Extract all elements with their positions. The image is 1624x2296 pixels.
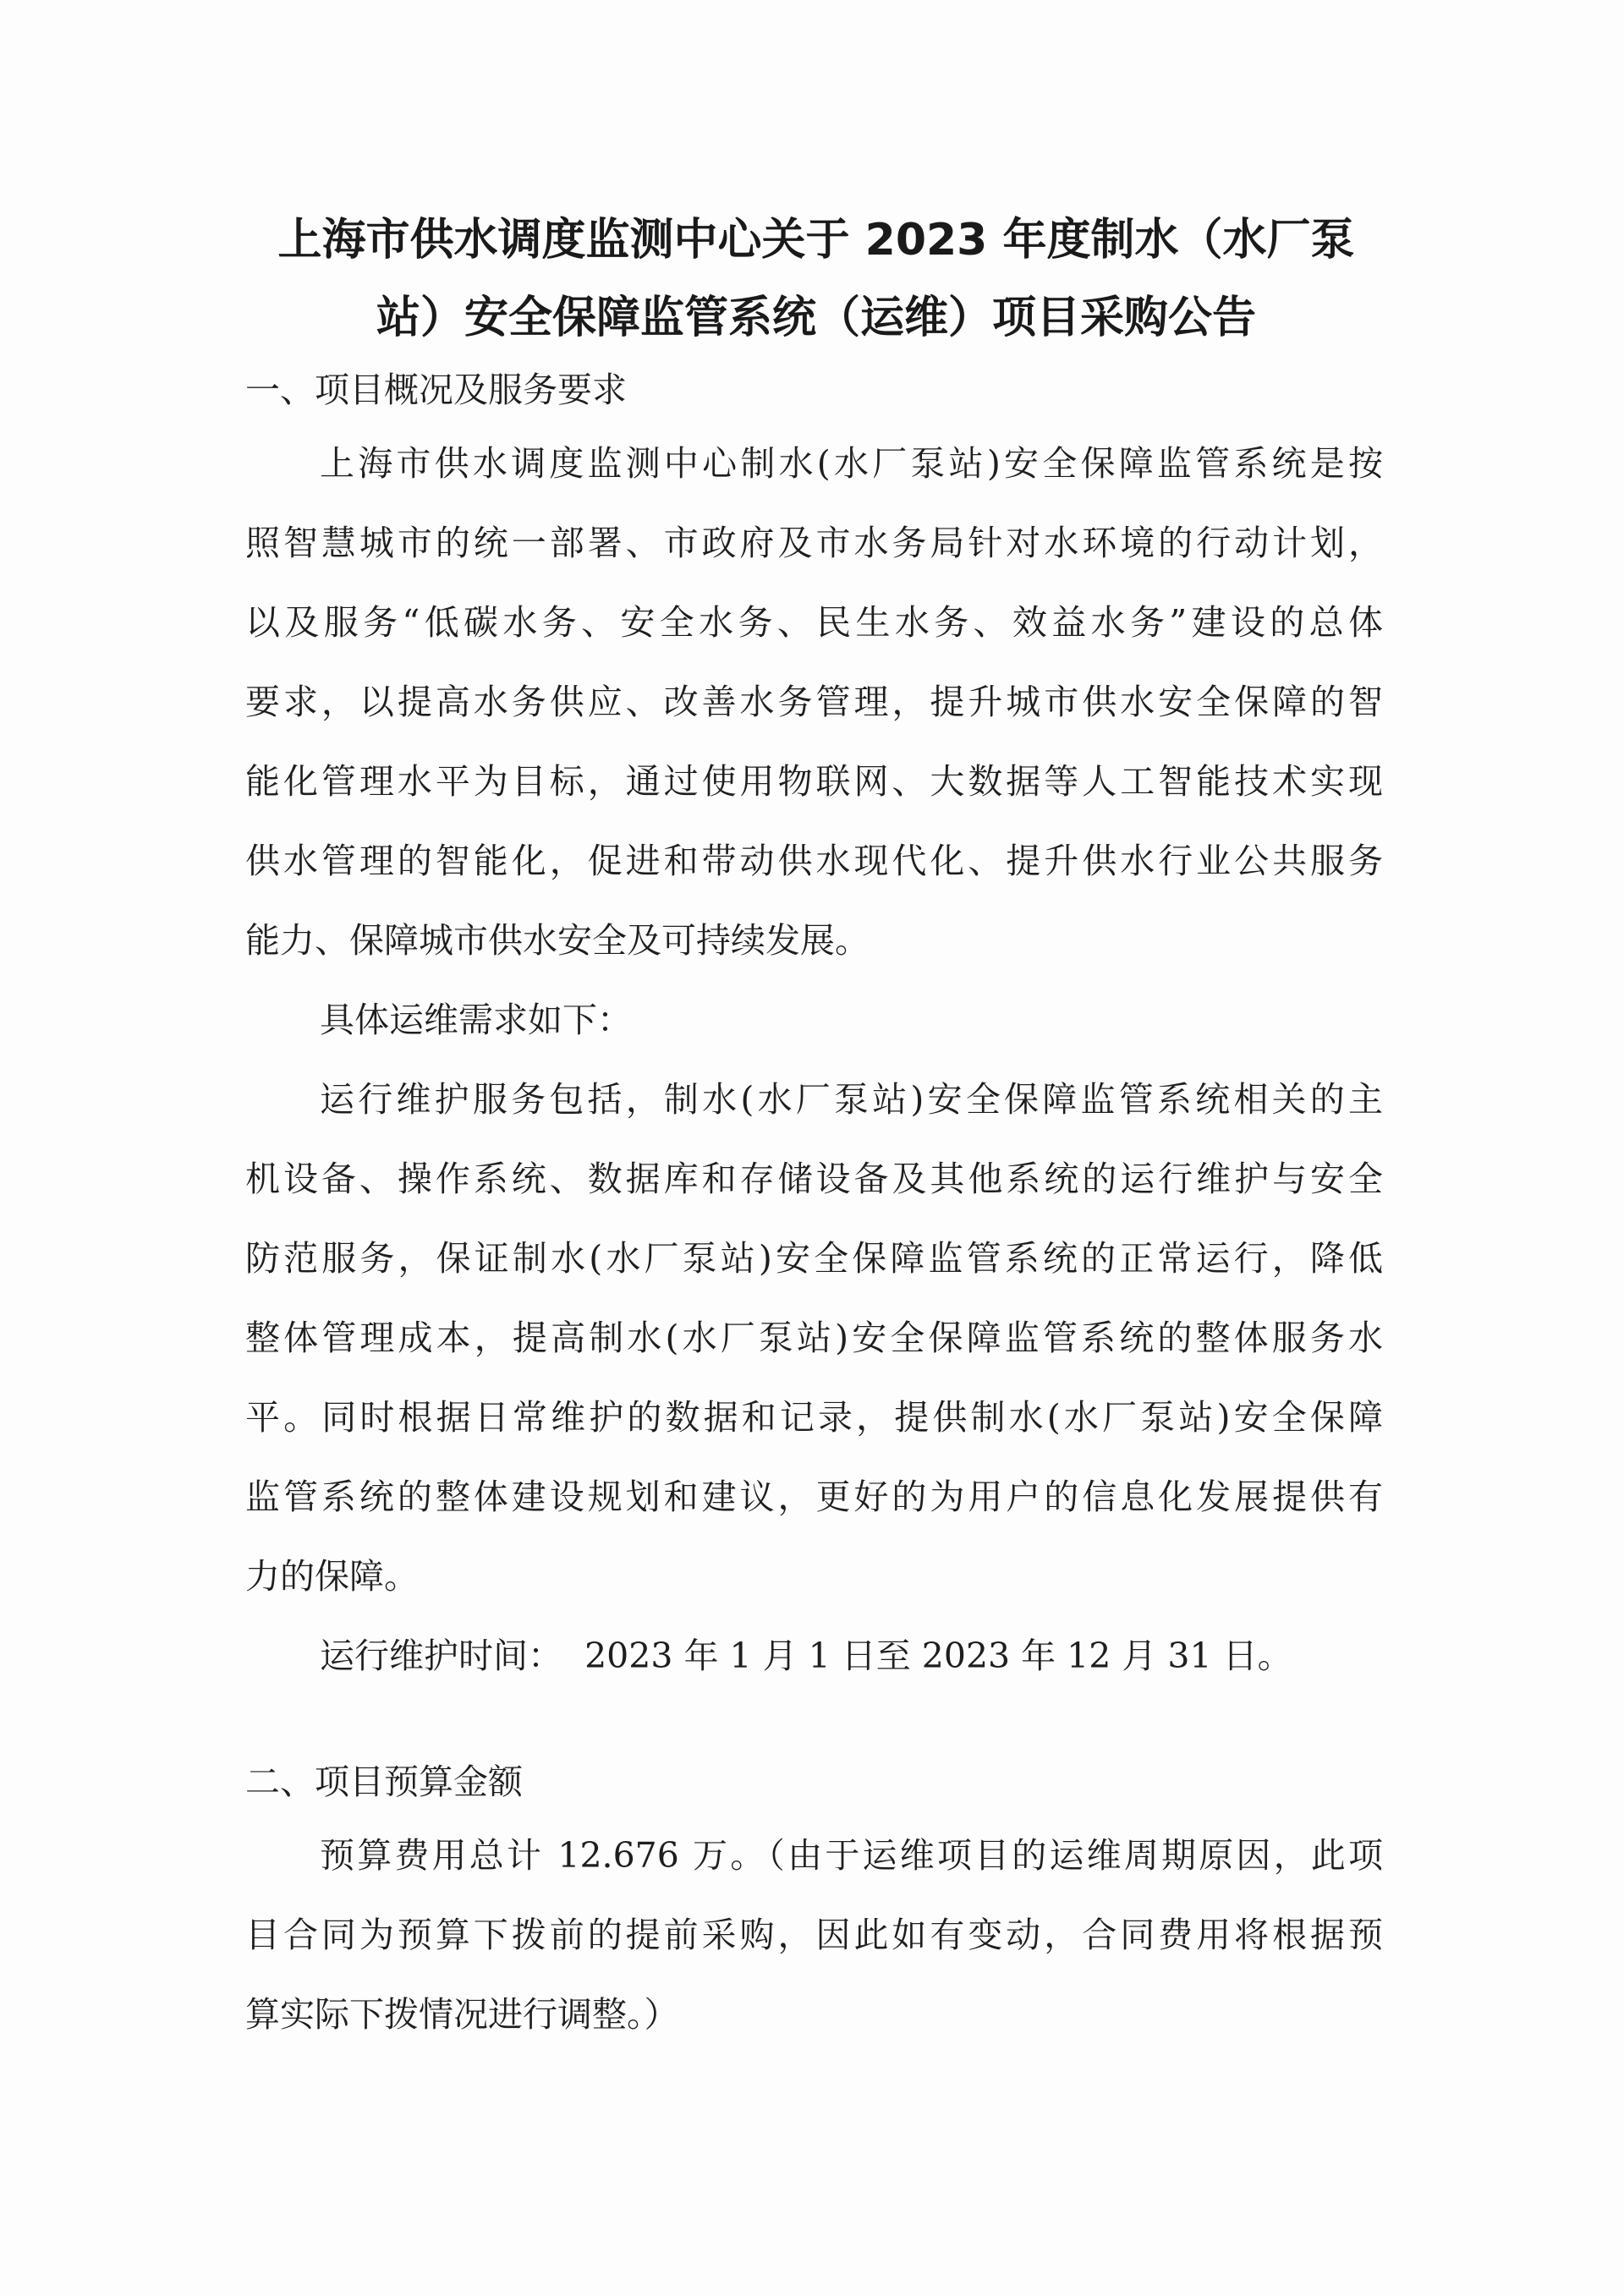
document-title bbox=[245, 201, 1387, 357]
paragraph-line: 要求，以提高水务供应、改善水务管理，提升城市供水安全保障的智 bbox=[245, 682, 1383, 722]
paragraph-line: 整体管理成本，提高制水(水厂泵站)安全保障监管系统的整体服务水 bbox=[245, 1318, 1383, 1358]
paragraph-line: 供水管理的智能化，促进和带动供水现代化、提升供水行业公共服务 bbox=[245, 841, 1383, 881]
paragraph-line: 监管系统的整体建设规划和建议，更好的为用户的信息化发展提供有 bbox=[245, 1477, 1383, 1517]
paragraph-line: 运行维护服务包括，制水(水厂泵站)安全保障监管系统相关的主 bbox=[320, 1079, 1383, 1120]
paragraph-line: 算实际下拨情况进行调整。） bbox=[245, 1994, 679, 2035]
paragraph-line: 以及服务“低碳水务、安全水务、民生水务、效益水务”建设的总体 bbox=[245, 602, 1383, 643]
paragraph-line: 机设备、操作系统、数据库和存储设备及其他系统的运行维护与安全 bbox=[245, 1159, 1383, 1199]
section-heading-budget: 二、项目预算金额 bbox=[245, 1762, 523, 1802]
paragraph-line: 目合同为预算下拨前的提前采购，因此如有变动，合同费用将根据预 bbox=[245, 1915, 1383, 1955]
paragraph-requirements-intro: 具体运维需求如下： bbox=[320, 1000, 632, 1040]
paragraph-line: 上海市供水调度监测中心制水(水厂泵站)安全保障监管系统是按 bbox=[320, 443, 1383, 484]
paragraph-line: 预算费用总计 12.676 万。（由于运维项目的运维周期原因，此项 bbox=[320, 1835, 1383, 1876]
paragraph-line: 照智慧城市的统一部署、市政府及市水务局针对水环境的行动计划， bbox=[245, 523, 1383, 563]
maintenance-period: 运行维护时间： 2023 年 1 月 1 日至 2023 年 12 月 31 日。 bbox=[320, 1636, 1292, 1676]
paragraph-line: 平。同时根据日常维护的数据和记录，提供制水(水厂泵站)安全保障 bbox=[245, 1397, 1383, 1438]
title-line: 站）安全保障监管系统（运维）项目采购公告 bbox=[376, 293, 1256, 343]
paragraph-line: 能力、保障城市供水安全及可持续发展。 bbox=[245, 920, 870, 961]
paragraph-line: 力的保障。 bbox=[245, 1556, 419, 1597]
section-heading-overview: 一、项目概况及服务要求 bbox=[245, 370, 627, 410]
paragraph-line: 防范服务，保证制水(水厂泵站)安全保障监管系统的正常运行，降低 bbox=[245, 1238, 1383, 1279]
paragraph-line: 能化管理水平为目标，通过使用物联网、大数据等人工智能技术实现 bbox=[245, 761, 1383, 802]
title-line: 上海市供水调度监测中心关于 2023 年度制水（水厂泵 bbox=[277, 215, 1355, 266]
